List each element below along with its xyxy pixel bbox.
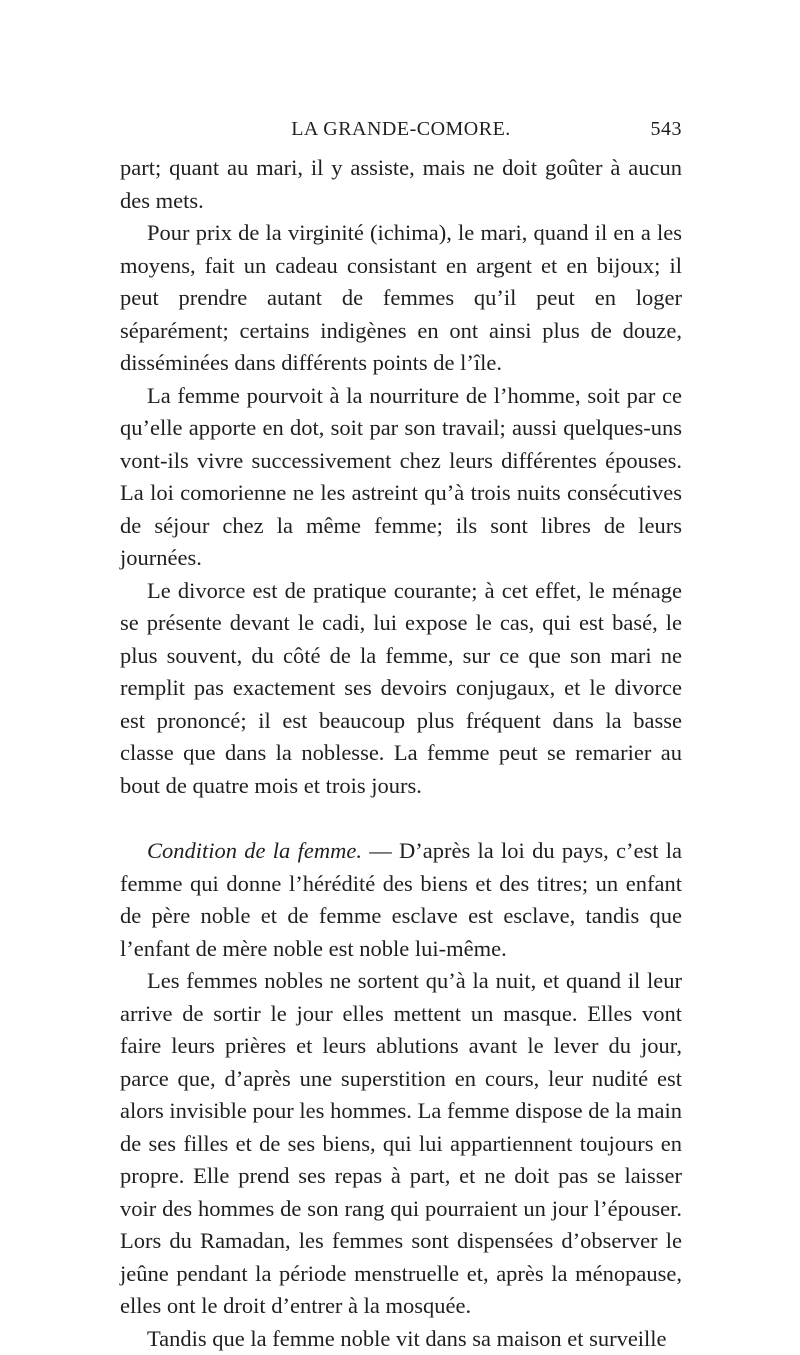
paragraph: Tandis que la femme noble vit dans sa maison et surveille (120, 1323, 682, 1355)
section-paragraph (120, 835, 682, 965)
section-heading: Condition de la femme. (147, 838, 362, 863)
paragraph: Le divorce est de pratique courante; à cet effet, le ménage se présente devant le cadi, lui expose le cas, qui est basé, le plus souvent, du côté de la femme, sur ce que son mari ne remplit pas exactement ses devoirs conjugaux, et le divorce est prononcé; il est beaucoup plus fréquent dans la basse classe que dans la noblesse. La femme peut se remarier au bout de quatre mois et trois jours. (120, 575, 682, 803)
paragraph: part; quant au mari, il y assiste, mais ne doit goûter à aucun des mets. (120, 152, 682, 217)
running-header (120, 118, 682, 144)
paragraph: Les femmes nobles ne sortent qu’à la nuit, et quand il leur arrive de sortir le jour elles mettent un masque. Elles vont faire leurs prières et leurs ablutions avant le lever du jour, parce que, d’après une superstition en cours, leur nudité est alors invisible pour les hommes. La femme dispose de la main de ses filles et de ses biens, qui lui appartiennent toujours en propre. Elle prend ses repas à part, et ne doit pas se laisser voir des hommes de son rang qui pourraient un jour l’épouser. Lors du Ramadan, les femmes sont dispensées d’observer le jeûne pendant la période menstruelle et, après la ménopause, elles ont le droit d’entrer à la mosquée. (120, 965, 682, 1323)
paragraph: La femme pourvoit à la nourriture de l’homme, soit par ce qu’elle apporte en dot, soit par son travail; aussi quelques-uns vont-ils vivre successivement chez leurs différentes épouses. La loi comorienne ne les astreint qu’à trois nuits consécutives de séjour chez la même femme; ils sont libres de leurs journées. (120, 380, 682, 575)
running-title: LA GRANDE-COMORE. (120, 118, 682, 141)
section-first-text: D’après la loi du pays, c’est la femme qui donne l’hérédité des biens et des titres; un enfant de père noble et de femme esclave est esclave, tandis que l’enfant de mère noble est noble lui-même. (120, 838, 682, 961)
heading-dash: — (362, 838, 399, 863)
page-number: 543 (651, 118, 683, 141)
body-text (120, 152, 682, 1355)
paragraph: Pour prix de la virginité (ichima), le mari, quand il en a les moyens, fait un cadeau consistant en argent et en bijoux; il peut prendre autant de femmes qu’il peut en loger séparément; certains indigènes en ont ainsi plus de douze, disséminées dans différents points de l’île. (120, 217, 682, 380)
